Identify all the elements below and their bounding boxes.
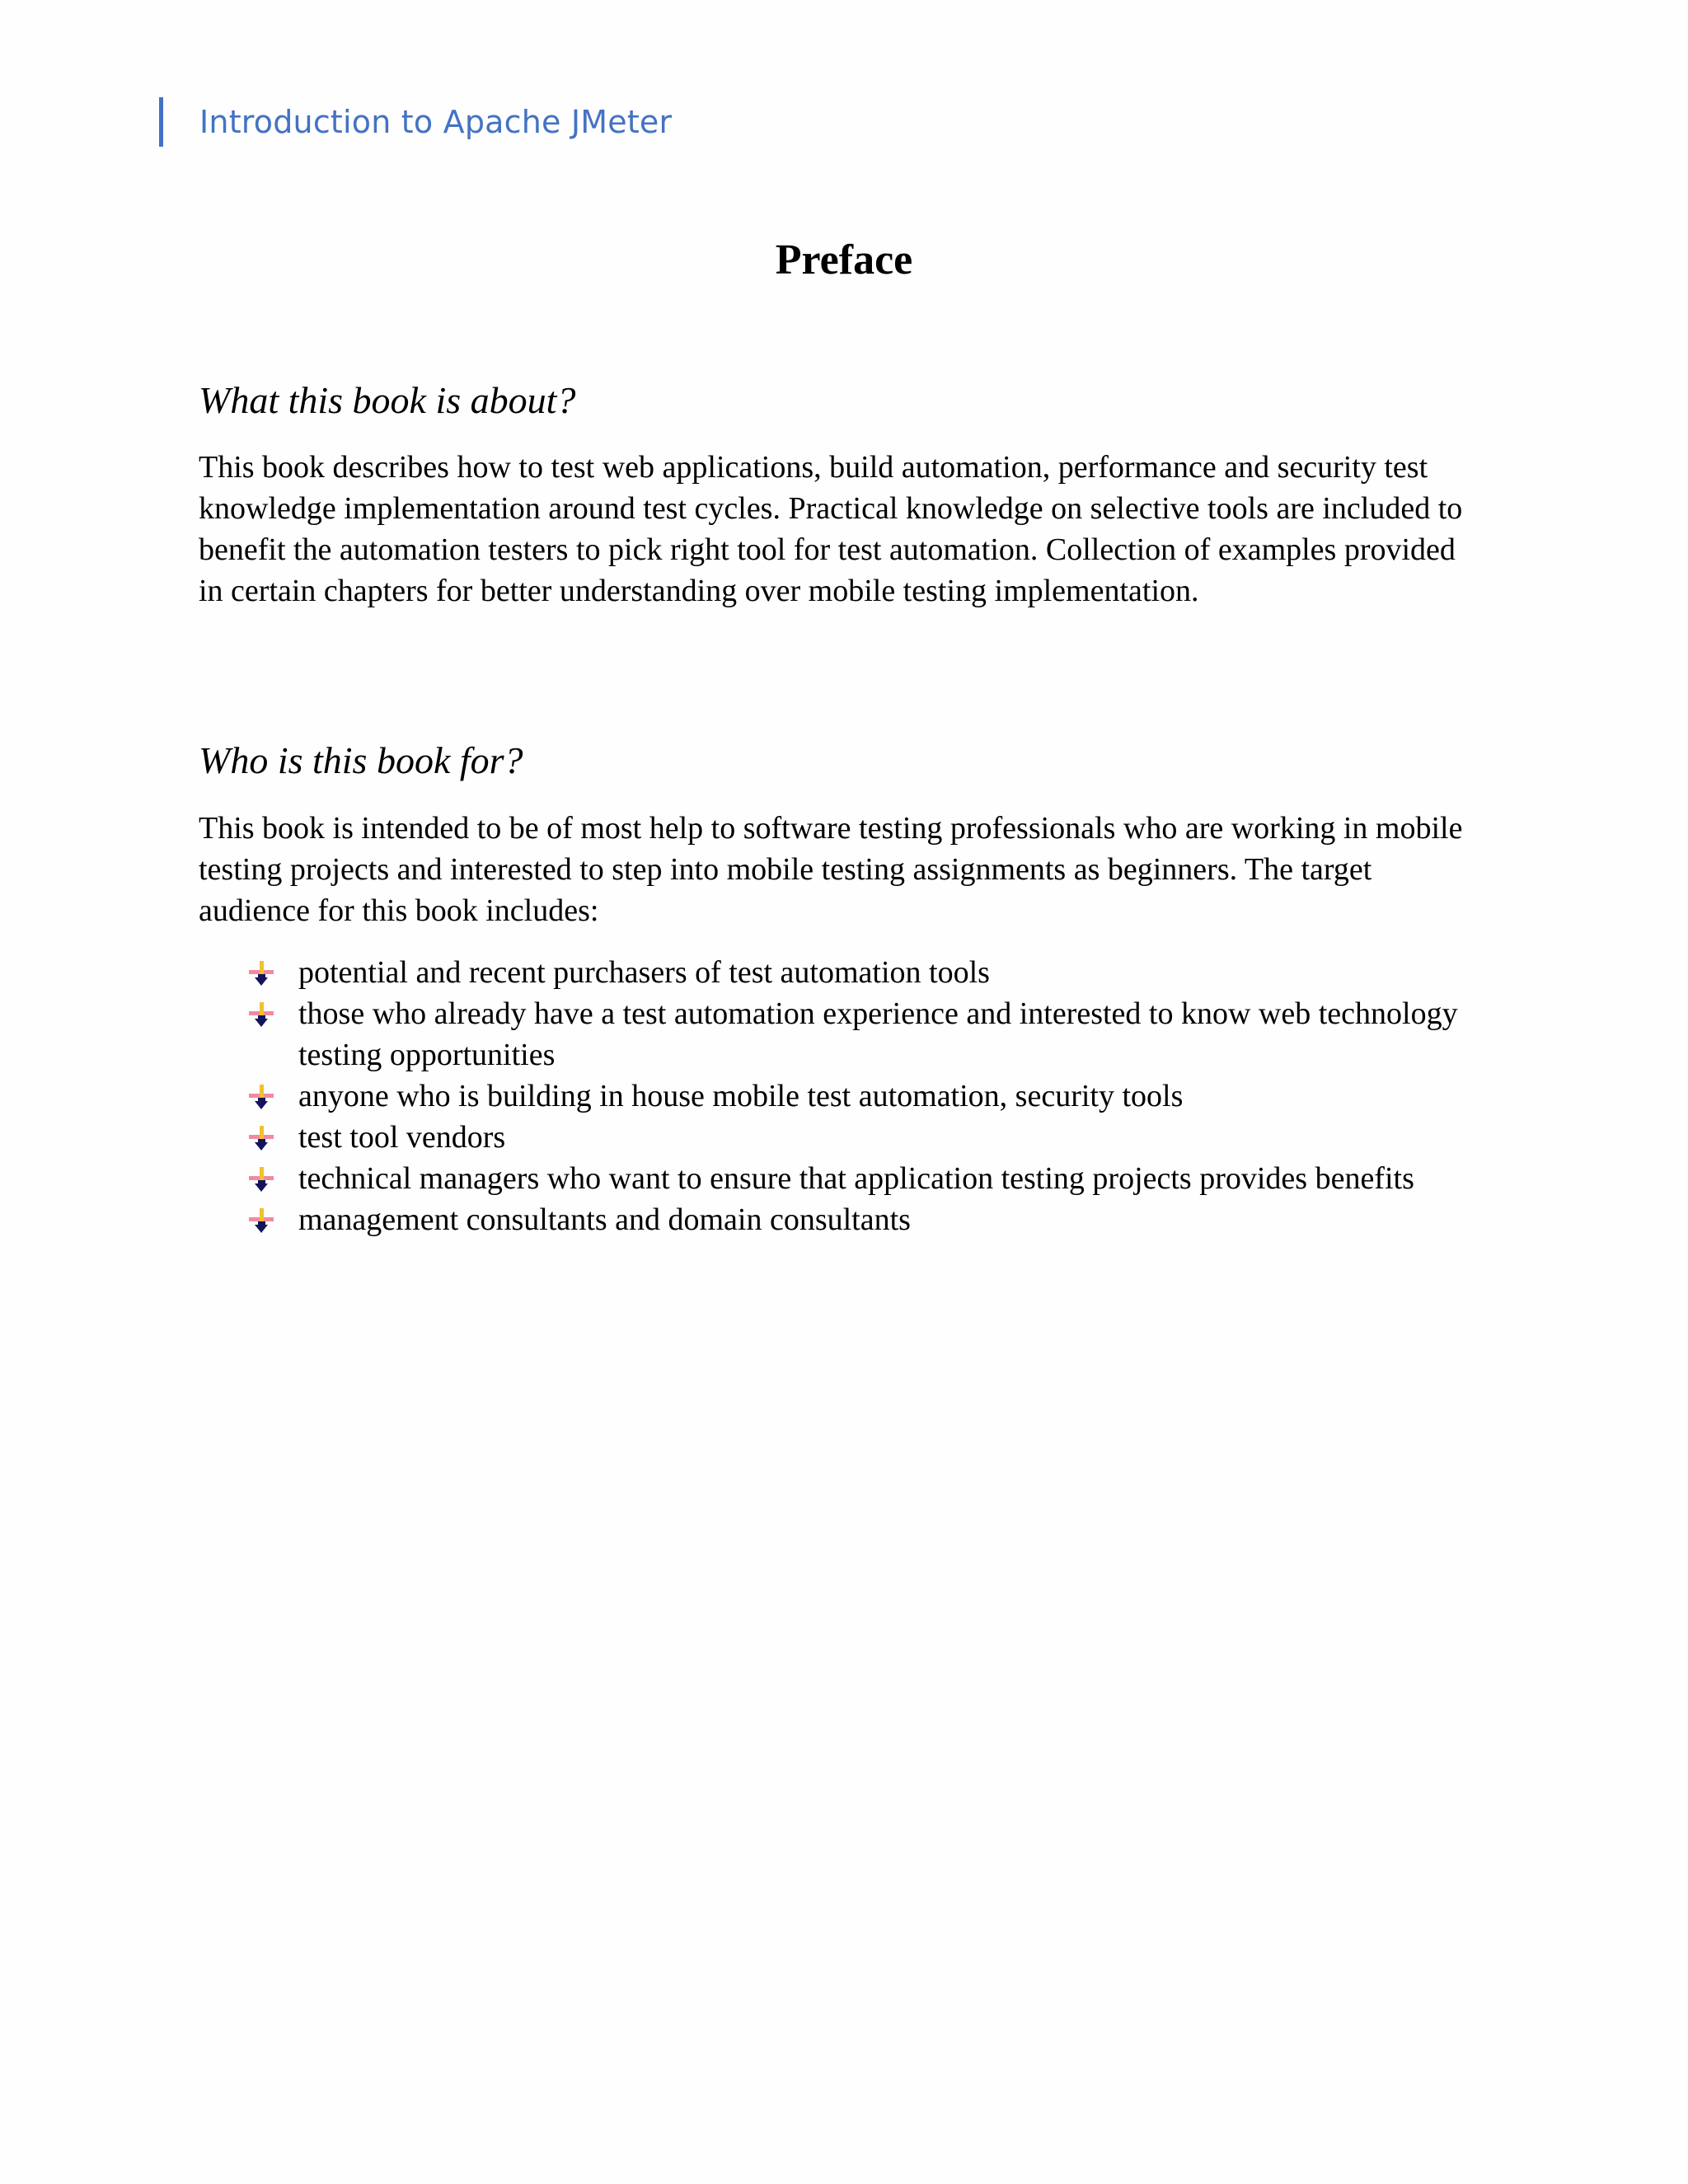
- section-paragraph-about: This book describes how to test web applications, build automation, performance and security test knowledge implementation around test cycles. Practical knowledge on selective tools are included to benefit the automation testers to pick right tool for test automation. Collection of examples provided in certain chapters for better understanding over mobile testing implementation.: [199, 450, 1463, 608]
- list-item-text: technical managers who want to ensure that application testing projects provides benefits: [298, 1161, 1414, 1196]
- audience-list: [247, 952, 1500, 1240]
- page-title: Preface: [775, 237, 913, 284]
- arrow-down-bullet-icon: [247, 1166, 275, 1193]
- arrow-down-bullet-icon: [247, 1084, 275, 1110]
- running-header-title: Introduction to Apache JMeter: [199, 104, 673, 140]
- list-item: [247, 1199, 1500, 1240]
- section-heading-about: What this book is about?: [199, 379, 576, 421]
- arrow-down-bullet-icon: [247, 1125, 275, 1151]
- arrow-down-bullet-icon: [247, 1207, 275, 1234]
- list-item: [247, 1158, 1500, 1199]
- section-paragraph-audience: This book is intended to be of most help to software testing professionals who are working in mobile testing projects and interested to step into mobile testing assignments as beginners. The target audience for this book includes:: [199, 811, 1463, 928]
- list-item: [247, 952, 1500, 993]
- list-item-text: anyone who is building in house mobile test automation, security tools: [298, 1079, 1184, 1113]
- list-item: [247, 1117, 1500, 1158]
- arrow-down-bullet-icon: [247, 960, 275, 987]
- arrow-down-bullet-icon: [247, 1001, 275, 1028]
- list-item-text: potential and recent purchasers of test automation tools: [298, 955, 990, 990]
- list-item-text: test tool vendors: [298, 1120, 506, 1155]
- running-header: [159, 97, 672, 147]
- list-item-text: those who already have a test automation experience and interested to know web technology testing opportunities: [298, 996, 1458, 1072]
- list-item-text: management consultants and domain consultants: [298, 1202, 911, 1237]
- header-accent-bar: [159, 97, 163, 147]
- list-item: [247, 993, 1500, 1076]
- list-item: [247, 1076, 1500, 1117]
- section-heading-audience: Who is this book for?: [199, 739, 523, 781]
